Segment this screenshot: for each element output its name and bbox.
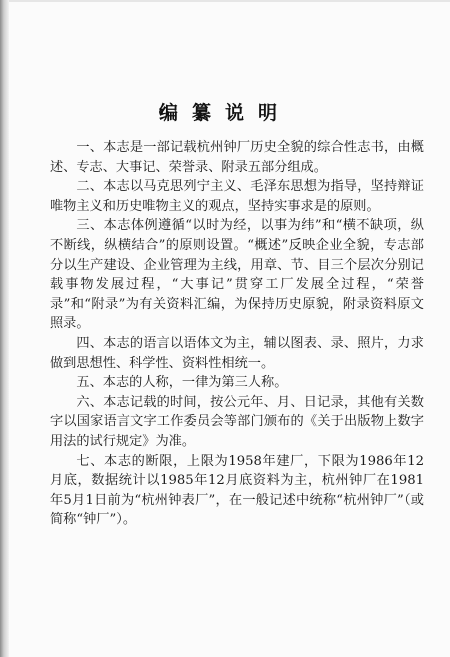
- paragraph-1: 一、本志是一部记载杭州钟厂历史全貌的综合性志书，由概述、专志、大事记、荣誉录、附录五部分组成。: [50, 140, 424, 175]
- paragraph-6: 六、本志记载的时间，按公元年、月、日记录，其他有关数字以国家语言文字工作委员会等部门颁布的《关于出版物上数字用法的试行规定》为准。: [50, 394, 424, 449]
- paragraph-3: 三、本志体例遵循“以时为经，以事为纬”和“横不缺项，纵不断线，纵横结合”的原则设置。“概述”反映企业全貌，专志部分以生产建设、企业管理为主线，用章、节、目三个层次分别记载事物发展过程，“大事记”贯穿工厂发展全过程，“荣誉录”和“附录”为有关资料汇编，为保持历史原貌，附录资料原文照录。: [50, 218, 424, 332]
- paragraph-5: 五、本志的人称，一律为第三人称。: [76, 375, 288, 391]
- paragraph-2: 二、本志以马克思列宁主义、毛泽东思想为指导，坚持辩证唯物主义和历史唯物主义的观点，坚持实事求是的原则。: [50, 179, 424, 214]
- page-title: 编纂说明: [158, 102, 291, 124]
- paragraph-7: 七、本志的断限，上限为1958年建厂，下限为1986年12月底，数据统计以1985年12月底资料为主，杭州钟厂在1981年5月1日前为“杭州钟表厂”，在一般记述中统称“杭州钟厂”（或简称“钟厂”）。: [50, 453, 424, 528]
- paragraph-4: 四、本志的语言以语体文为主，辅以图表、录、照片，力求做到思想性、科学性、资料性相统一。: [50, 335, 424, 371]
- page-top-edge: [9, 0, 450, 2]
- document-body: [50, 138, 424, 530]
